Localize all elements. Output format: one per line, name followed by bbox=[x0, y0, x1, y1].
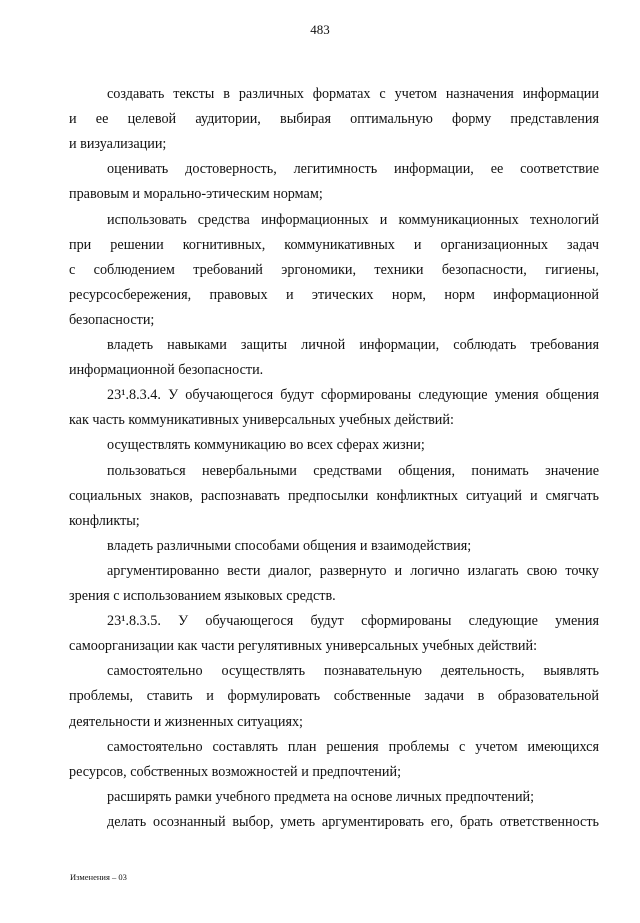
text-line: и визуализации; bbox=[69, 136, 167, 153]
text-line: правовым и морально-этическим нормам; bbox=[69, 186, 323, 203]
text-line: пользоваться невербальными средствами общения, понимать значение bbox=[107, 462, 599, 479]
text-line: и ее целевой аудитории, выбирая оптимальную форму представления bbox=[69, 111, 599, 128]
text-line: социальных знаков, распознавать предпосылки конфликтных ситуаций и смягчать bbox=[69, 487, 599, 504]
text-line: информационной безопасности. bbox=[69, 362, 264, 379]
text-line: создавать тексты в различных форматах с учетом назначения информации bbox=[107, 86, 599, 102]
text-line: ресурсосбережения, правовых и этических норм, норм информационной bbox=[69, 286, 599, 303]
text-line: деятельности и жизненных ситуациях; bbox=[69, 713, 304, 730]
text-line: делать осознанный выбор, уметь аргументировать его, брать ответственность bbox=[107, 813, 599, 830]
text-line: владеть различными способами общения и взаимодействия; bbox=[107, 537, 472, 554]
text-line: самостоятельно осуществлять познавательную деятельность, выявлять bbox=[107, 663, 599, 680]
text-line: 23¹.8.3.4. У обучающегося будут сформированы следующие умения общения bbox=[107, 387, 599, 404]
text-line: расширять рамки учебного предмета на основе личных предпочтений; bbox=[107, 788, 535, 805]
text-line: ресурсов, собственных возможностей и предпочтений; bbox=[69, 763, 402, 780]
text-line: самостоятельно составлять план решения проблемы с учетом имеющихся bbox=[107, 738, 599, 755]
text-line: проблемы, ставить и формулировать собственные задачи в образовательной bbox=[69, 688, 599, 705]
footer-note: Изменения – 03 bbox=[70, 872, 127, 882]
text-line: конфликты; bbox=[69, 512, 140, 529]
text-line: использовать средства информационных и коммуникационных технологий bbox=[107, 211, 599, 228]
text-line: оценивать достоверность, легитимность информации, ее соответствие bbox=[107, 161, 599, 178]
text-line: безопасности; bbox=[69, 311, 155, 328]
text-line: как часть коммуникативных универсальных учебных действий: bbox=[69, 412, 454, 429]
page-number: 483 bbox=[310, 22, 330, 37]
text-line: зрения с использованием языковых средств. bbox=[69, 588, 336, 604]
text-line: при решении когнитивных, коммуникативных и организационных задач bbox=[69, 236, 599, 253]
text-line: с соблюдением требований эргономики, техники безопасности, гигиены, bbox=[69, 261, 599, 278]
text-line: аргументированно вести диалог, развернуто и логично излагать свою точку bbox=[107, 562, 599, 579]
text-line: осуществлять коммуникацию во всех сферах жизни; bbox=[107, 437, 425, 454]
text-line: владеть навыками защиты личной информации, соблюдать требования bbox=[107, 337, 599, 353]
text-line: самоорганизации как части регулятивных универсальных учебных действий: bbox=[69, 638, 538, 655]
text-line: 23¹.8.3.5. У обучающегося будут сформированы следующие умения bbox=[107, 613, 599, 630]
